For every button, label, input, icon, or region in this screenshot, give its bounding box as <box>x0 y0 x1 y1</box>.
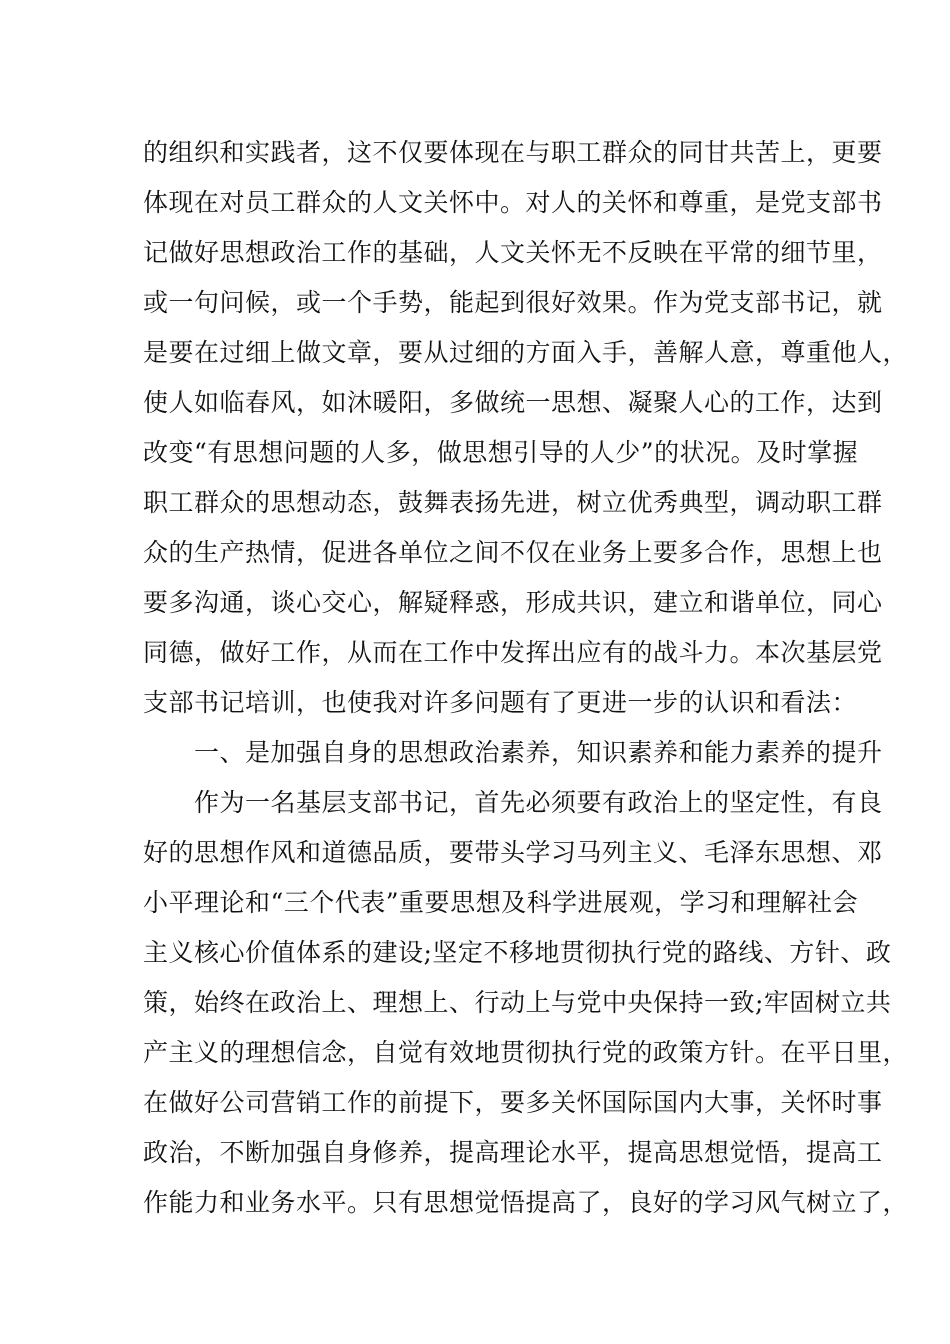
text-line: 的组织和实践者，这不仅要体现在与职工群众的同甘共苦上，更要 <box>143 138 883 167</box>
text-line: 众的生产热情，促进各单位之间不仅在业务上要多合作，思想上也 <box>143 538 883 567</box>
text-line: 支部书记培训，也使我对许多问题有了更进一步的认识和看法： <box>143 688 858 717</box>
text-line: 策，始终在政治上、理想上、行动上与党中央保持一致;牢固树立共 <box>143 988 892 1017</box>
text-line: 记做好思想政治工作的基础，人文关怀无不反映在平常的细节里， <box>143 238 883 267</box>
section-heading: 一、是加强自身的思想政治素养，知识素养和能力素养的提升 <box>143 738 883 767</box>
text-line: 主义核心价值体系的建设;坚定不移地贯彻执行党的路线、方针、政 <box>143 938 892 967</box>
text-line: 政治，不断加强自身修养，提高理论水平，提高思想觉悟，提高工 <box>143 1138 883 1167</box>
text-line: 同德，做好工作，从而在工作中发挥出应有的战斗力。本次基层党 <box>143 638 883 667</box>
text-line: 职工群众的思想动态，鼓舞表扬先进，树立优秀典型，调动职工群 <box>143 488 883 517</box>
text-line: 好的思想作风和道德品质，要带头学习马列主义、毛泽东思想、邓 <box>143 838 883 867</box>
text-line: 要多沟通，谈心交心，解疑释惑，形成共识，建立和谐单位，同心 <box>143 588 883 617</box>
text-line: 产主义的理想信念，自觉有效地贯彻执行党的政策方针。在平日里， <box>143 1038 909 1067</box>
text-line: 小平理论和“三个代表”重要思想及科学进展观，学习和理解社会 <box>143 888 859 917</box>
text-line: 或一句问候，或一个手势，能起到很好效果。作为党支部书记，就 <box>143 288 883 317</box>
text-line: 改变“有思想问题的人多，做思想引导的人少”的状况。及时掌握 <box>143 438 859 467</box>
text-line: 是要在过细上做文章，要从过细的方面入手，善解人意，尊重他人， <box>143 338 909 367</box>
text-line: 作能力和业务水平。只有思想觉悟提高了，良好的学习风气树立了， <box>143 1188 909 1217</box>
text-line: 使人如临春风，如沐暖阳，多做统一思想、凝聚人心的工作，达到 <box>143 388 883 417</box>
body-text <box>143 128 909 1228</box>
text-line: 体现在对员工群众的人文关怀中。对人的关怀和尊重，是党支部书 <box>143 188 883 217</box>
text-line: 在做好公司营销工作的前提下，要多关怀国际国内大事，关怀时事 <box>143 1088 883 1117</box>
text-line: 作为一名基层支部书记，首先必须要有政治上的坚定性，有良 <box>143 788 883 817</box>
